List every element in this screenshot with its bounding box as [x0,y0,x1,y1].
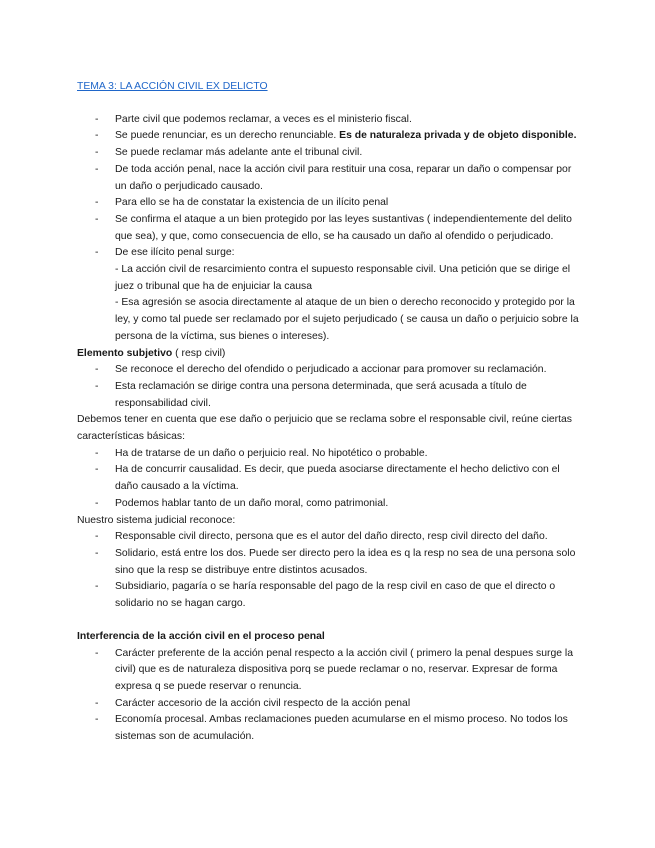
bullet-dash: - [95,497,99,509]
list-item-text: Ha de tratarse de un daño o perjuicio real. No hipotético o probable. [115,447,428,459]
list-item-text: Economía procesal. Ambas reclamaciones pueden acumularse en el mismo proceso. No todos los sistemas son de acumulación. [115,714,568,743]
list-item [77,712,582,745]
list-item [77,496,582,513]
list-item-text: Se puede reclamar más adelante ante el tribunal civil. [115,147,363,159]
document-body [77,79,582,746]
section-heading-elemento-subjetivo [77,346,582,363]
sub-item-text: - La acción civil de resarcimiento contra el supuesto responsable civil. Una petición que se dirige el juez o tribunal que ha de enjuiciar la causa [115,264,571,292]
list-item-text: Se puede renunciar, es un derecho renunciable. [115,130,340,142]
bullet-dash: - [95,547,99,559]
list-item-text: Ha de concurrir causalidad. Es decir, que pueda asociarse directamente el hecho delictivo con el daño causado a la víctima. [115,464,560,493]
list-item [77,646,582,696]
list-item-text: Subsidiario, pagaría o se haría responsable del pago de la resp civil en caso de que el directo o solidario no se hagan cargo. [115,581,556,610]
bullet-dash: - [95,581,99,593]
bullet-dash: - [95,113,99,125]
section-list-5 [77,646,582,746]
list-item-text: De ese ilícito penal surge: [115,247,235,259]
list-item-text: Se confirma el ataque a un bien protegido por las leyes sustantivas ( independientemente del delito que sea), y que, como consecuencia de ello, se ha causado un daño al ofendido o perjudicado. [115,213,572,242]
list-item [77,145,582,162]
section-list-3 [77,446,582,513]
list-item-bold-text: Es de naturaleza privada y de objeto disponible. [339,130,577,142]
list-item-text: Responsable civil directo, persona que es el autor del daño directo, resp civil directo del daño. [115,531,548,543]
bullet-dash: - [95,364,99,376]
list-item [77,195,582,212]
list-item [77,529,582,546]
bullet-dash: - [95,163,99,175]
bullet-dash: - [95,197,99,209]
list-item-text: Para ello se ha de constatar la existencia de un ilícito penal [115,197,389,209]
list-item [77,379,582,412]
list-item-text: Esta reclamación se dirige contra una persona determinada, que será acusada a título de responsabilidad civil. [115,380,527,409]
bullet-dash: - [95,647,99,659]
spacer [77,613,582,629]
section-list-4 [77,529,582,613]
list-item-text: Parte civil que podemos reclamar, a veces es el ministerio fiscal. [115,113,412,125]
sub-item-text: - Esa agresión se asocia directamente al ataque de un bien o derecho reconocido y protegido por la ley, y como tal puede ser reclamado por el sujeto perjudicado ( se causa un daño o perjuicio sobre la persona de la víctima, sus bienes o intereses). [115,297,579,342]
list-item [77,162,582,195]
list-item-text: De toda acción penal, nace la acción civil para restituir una cosa, reparar un daño o compensar por un daño o perjudicado causado. [115,163,572,192]
bullet-dash: - [95,714,99,726]
list-item [77,212,582,245]
document-title[interactable]: TEMA 3: LA ACCIÓN CIVIL EX DELICTO [77,81,268,92]
section-heading-interferencia: Interferencia de la acción civil en el proceso penal [77,630,325,642]
list-item [77,446,582,463]
section-list-1 [77,112,582,346]
list-item [77,245,582,345]
bullet-dash: - [95,213,99,225]
list-item-text: Carácter accesorio de la acción civil respecto de la acción penal [115,697,411,709]
list-item [77,362,582,379]
section-list-2 [77,362,582,412]
bullet-dash: - [95,531,99,543]
heading-bold-text: Elemento subjetivo [77,347,173,359]
bullet-dash: - [95,697,99,709]
heading-rest-text: ( resp civil) [172,347,226,359]
paragraph-sistema-judicial: Nuestro sistema judicial reconoce: [77,514,236,526]
list-item [77,696,582,713]
list-item [77,579,582,612]
bullet-dash: - [95,464,99,476]
bullet-dash: - [95,147,99,159]
bullet-dash: - [95,380,99,392]
list-item [77,462,582,495]
list-item-text: Solidario, está entre los dos. Puede ser directo pero la idea es q la resp no sea de una persona solo sino que la resp se distribuye entre distintos acusados. [115,547,576,576]
paragraph-caracteristicas: Debemos tener en cuenta que ese daño o perjuicio que se reclama sobre el responsable civil, reúne ciertas características básicas: [77,414,573,443]
bullet-dash: - [95,447,99,459]
list-item [77,112,582,129]
list-item [77,128,582,145]
bullet-dash: - [95,247,99,259]
list-item-text: Se reconoce el derecho del ofendido o perjudicado a accionar para promover su reclamación. [115,364,547,376]
bullet-dash: - [95,130,99,142]
list-item [77,546,582,579]
list-item-text: Podemos hablar tanto de un daño moral, como patrimonial. [115,497,389,509]
list-item-text: Carácter preferente de la acción penal respecto a la acción civil ( primero la penal despues surge la civil) que es de naturaleza dispositiva porq se puede reclamar o no, reservar. Expresar de forma expresa q se puede reservar o renuncia. [115,647,574,692]
